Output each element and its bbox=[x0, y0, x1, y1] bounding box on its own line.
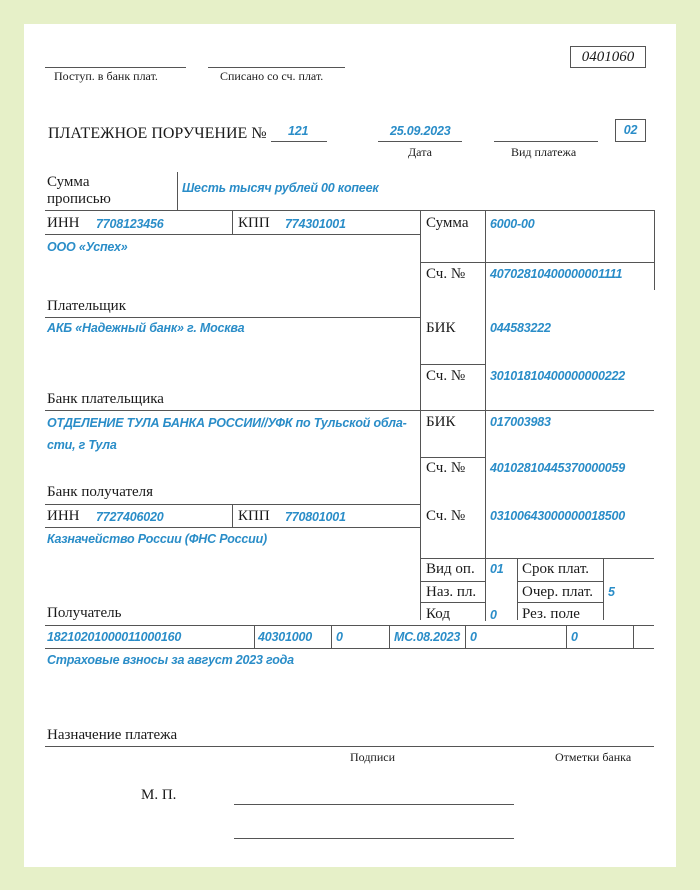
period: МС.08.2023 bbox=[394, 630, 461, 644]
doc-number: 0 bbox=[470, 630, 477, 644]
okud-code: 0401060 bbox=[581, 49, 635, 65]
bank-marks-label: Отметки банка bbox=[555, 750, 632, 764]
payee-label: Получатель bbox=[47, 605, 122, 621]
order-date: 25.09.2023 bbox=[390, 124, 451, 138]
payee-bank-bik-label: БИК bbox=[426, 414, 456, 430]
payee-name: Казначейство России (ФНС России) bbox=[47, 532, 267, 546]
payer-bank-account-label: Сч. № bbox=[426, 368, 466, 384]
op-type-label: Вид оп. bbox=[426, 561, 475, 577]
payee-bank-label: Банк получателя bbox=[47, 484, 154, 500]
amount-words-label: Сумма bbox=[47, 174, 90, 190]
payer-label: Плательщик bbox=[47, 298, 126, 314]
payee-inn: 7727406020 bbox=[96, 510, 164, 524]
payee-bank-account-label: Сч. № bbox=[426, 460, 466, 476]
basis: 0 bbox=[336, 630, 343, 644]
payee-bank-account: 40102810445370000059 bbox=[490, 461, 626, 475]
purpose-label: Назначение платежа bbox=[47, 727, 178, 743]
payee-bank-bik: 017003983 bbox=[490, 415, 551, 429]
code: 0 bbox=[490, 608, 497, 622]
order-number: 121 bbox=[288, 124, 309, 138]
signature-line-1 bbox=[234, 804, 514, 805]
code-label: Код bbox=[426, 606, 450, 622]
oktmo: 40301000 bbox=[258, 630, 313, 644]
payment-type-label: Вид платежа bbox=[511, 145, 577, 159]
doc-date: 0 bbox=[571, 630, 578, 644]
signatures-label: Подписи bbox=[350, 750, 396, 764]
okud-code-box bbox=[570, 46, 646, 68]
status-code-box bbox=[615, 119, 646, 142]
payer-account-label: Сч. № bbox=[426, 266, 466, 282]
payer-account: 40702810400000001111 bbox=[490, 267, 623, 281]
payer-inn: 7708123456 bbox=[96, 217, 164, 231]
reserve-label: Рез. поле bbox=[522, 606, 580, 622]
signature-line-2 bbox=[234, 838, 514, 839]
term-label: Срок плат. bbox=[522, 561, 590, 577]
payer-bank-name: АКБ «Надежный банк» г. Москва bbox=[47, 321, 245, 335]
payee-kpp: 770801001 bbox=[285, 510, 346, 524]
op-type: 01 bbox=[490, 562, 504, 576]
payee-bank-name: ОТДЕЛЕНИЕ ТУЛА БАНКА РОССИИ//УФК по Тульской обла- bbox=[47, 416, 407, 430]
payment-order-form bbox=[24, 24, 676, 867]
payee-account: 03100643000000018500 bbox=[490, 509, 626, 523]
priority: 5 bbox=[608, 585, 615, 599]
purpose-code-label: Наз. пл. bbox=[426, 584, 477, 600]
payer-inn-label: ИНН bbox=[47, 215, 80, 231]
debited-label: Списано со сч. плат. bbox=[220, 69, 324, 83]
payee-bank-name-2: сти, г Тула bbox=[47, 438, 117, 452]
received-in-bank-label: Поступ. в банк плат. bbox=[54, 69, 158, 83]
sum-label: Сумма bbox=[426, 215, 469, 231]
priority-label: Очер. плат. bbox=[522, 584, 593, 600]
sum-value: 6000-00 bbox=[490, 217, 535, 231]
payer-bank-account: 30101810400000000222 bbox=[490, 369, 626, 383]
payer-bank-bik: 044583222 bbox=[490, 321, 551, 335]
date-label: Дата bbox=[408, 145, 432, 159]
payer-bank-bik-label: БИК bbox=[426, 320, 456, 336]
purpose-text: Страховые взносы за август 2023 года bbox=[47, 653, 294, 667]
amount-words-value: Шесть тысяч рублей 00 копеек bbox=[182, 181, 379, 195]
form-title: ПЛАТЕЖНОЕ ПОРУЧЕНИЕ № bbox=[48, 125, 267, 142]
payee-account-label: Сч. № bbox=[426, 508, 466, 524]
status-code: 02 bbox=[623, 123, 638, 137]
payer-bank-label: Банк плательщика bbox=[47, 391, 164, 407]
payer-name: ООО «Успех» bbox=[47, 240, 128, 254]
stamp-label: М. П. bbox=[141, 787, 177, 803]
kbk: 18210201000011000160 bbox=[47, 630, 182, 644]
payee-kpp-label: КПП bbox=[238, 508, 270, 524]
payee-inn-label: ИНН bbox=[47, 508, 80, 524]
payer-kpp: 774301001 bbox=[285, 217, 346, 231]
amount-words-label-2: прописью bbox=[47, 191, 111, 207]
payer-kpp-label: КПП bbox=[238, 215, 270, 231]
